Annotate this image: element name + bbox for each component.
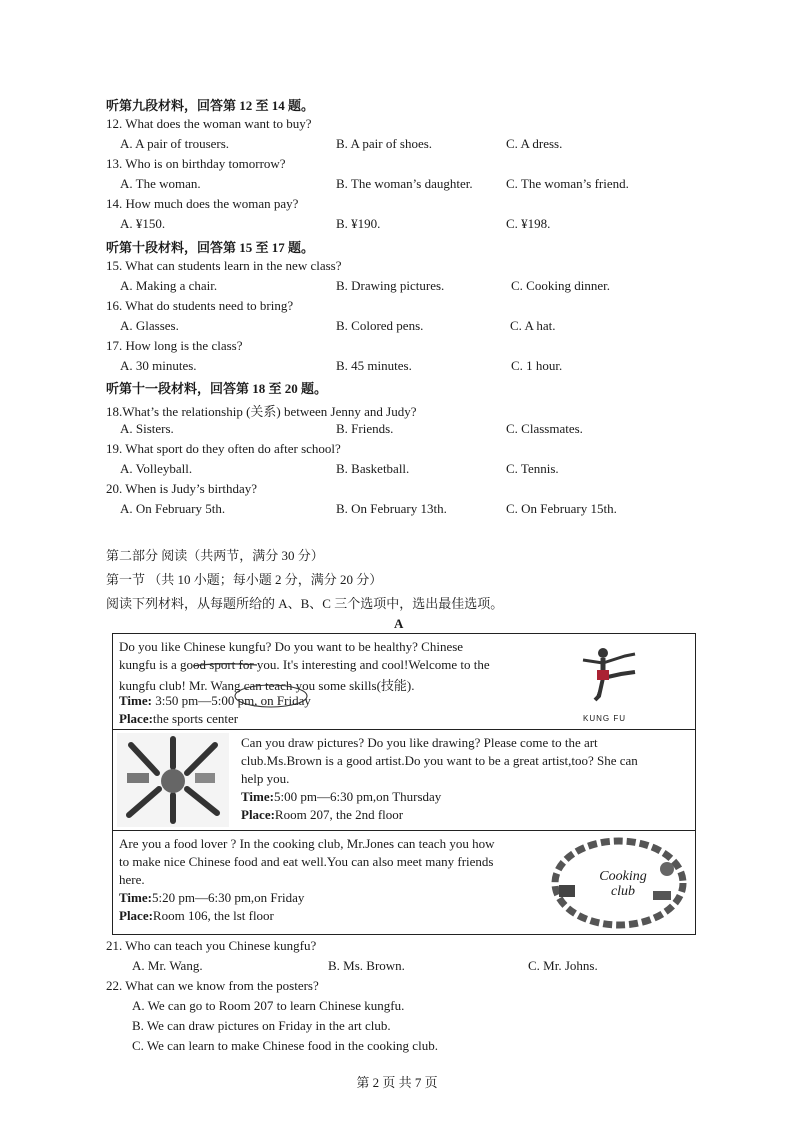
poster-text-line: Can you draw pictures? Do you like drawing? Please come to the art bbox=[241, 735, 598, 750]
poster-text-line: kungfu club! Mr. Wang can teach you some skills(技能). bbox=[119, 678, 415, 693]
option-a: A. Volleyball. bbox=[120, 461, 193, 476]
option-a: A. We can go to Room 207 to learn Chinese kungfu. bbox=[132, 998, 405, 1013]
part-title: 第二部分 阅读（共两节，满分 30 分） bbox=[106, 548, 324, 563]
question-stem: 15. What can students learn in the new class? bbox=[106, 258, 342, 273]
question-stem: 16. What do students need to bring? bbox=[106, 298, 294, 313]
place-value: Room 207, the 2nd floor bbox=[274, 807, 404, 822]
passage-label: A bbox=[394, 616, 404, 631]
question-stem: 17. How long is the class? bbox=[106, 338, 243, 353]
option-c: C. On February 15th. bbox=[506, 501, 617, 516]
reading-instruction: 阅读下列材料，从每题所给的 A、B、C 三个选项中，选出最佳选项。 bbox=[106, 596, 504, 611]
option-b: B. Drawing pictures. bbox=[336, 278, 445, 293]
poster-time bbox=[119, 890, 304, 906]
question-stem: 14. How much does the woman pay? bbox=[106, 196, 299, 211]
option-b: B. A pair of shoes. bbox=[336, 136, 433, 151]
poster-art bbox=[113, 729, 695, 830]
option-a: A. Glasses. bbox=[120, 318, 179, 333]
question-stem: 12. What does the woman want to buy? bbox=[106, 116, 312, 131]
option-c: C. ¥198. bbox=[506, 216, 551, 231]
option-a: A. Mr. Wang. bbox=[132, 958, 203, 973]
option-b: B. Ms. Brown. bbox=[328, 958, 405, 973]
section-heading-9: 听第九段材料，回答第 12 至 14 题。 bbox=[106, 98, 315, 113]
option-b: B. ¥190. bbox=[336, 216, 381, 231]
option-c: C. 1 hour. bbox=[511, 358, 563, 373]
option-c: C. The woman’s friend. bbox=[506, 176, 629, 191]
poster-text-line: Do you like Chinese kungfu? Do you want to be healthy? Chinese bbox=[119, 639, 464, 654]
question-stem: 18.What’s the relationship (关系) between Jenny and Judy? bbox=[106, 404, 417, 419]
poster-place bbox=[241, 807, 403, 823]
kungfu-figure-image bbox=[573, 644, 643, 708]
poster-time bbox=[241, 789, 441, 805]
poster-place bbox=[119, 908, 274, 924]
time-value: 5:20 pm—6:30 pm,on Friday bbox=[151, 890, 305, 905]
poster-kungfu bbox=[113, 634, 695, 729]
poster-text-line: club.Ms.Brown is a good artist.Do you want to be a great artist,too? She can bbox=[241, 753, 638, 768]
option-c: C. Cooking dinner. bbox=[511, 278, 610, 293]
poster-text-line: help you. bbox=[241, 771, 290, 786]
option-b: B. 45 minutes. bbox=[336, 358, 412, 373]
time-value: 3:50 pm—5:00 pm, on Friday bbox=[151, 693, 311, 708]
poster-place bbox=[119, 711, 238, 727]
question-stem: 21. Who can teach you Chinese kungfu? bbox=[106, 938, 317, 953]
option-a: A. ¥150. bbox=[120, 216, 166, 231]
handwriting-annotation bbox=[173, 652, 373, 712]
option-a: A. Making a chair. bbox=[120, 278, 218, 293]
section-heading-10: 听第十段材料，回答第 15 至 17 题。 bbox=[106, 240, 315, 255]
option-c: C. A hat. bbox=[510, 318, 556, 333]
option-a: A. 30 minutes. bbox=[120, 358, 197, 373]
place-label: Place: bbox=[119, 711, 153, 726]
posters-box bbox=[112, 633, 696, 935]
section-heading-11: 听第十一段材料，回答第 18 至 20 题。 bbox=[106, 381, 328, 396]
question-stem: 19. What sport do they often do after school? bbox=[106, 441, 341, 456]
option-c: C. Mr. Johns. bbox=[528, 958, 598, 973]
option-c: C. A dress. bbox=[506, 136, 563, 151]
place-value: the sports center bbox=[152, 711, 239, 726]
kungfu-caption: KUNG FU bbox=[583, 714, 626, 723]
option-c: C. Tennis. bbox=[506, 461, 559, 476]
option-b: B. Colored pens. bbox=[336, 318, 424, 333]
option-b: B. Basketball. bbox=[336, 461, 410, 476]
place-value: Room 106, the lst floor bbox=[152, 908, 274, 923]
cooking-caption: Cooking club bbox=[599, 869, 647, 899]
poster-text-line: to make nice Chinese food and eat well.You can also meet many friends bbox=[119, 854, 494, 869]
option-b: B. Friends. bbox=[336, 421, 394, 436]
option-c: C. We can learn to make Chinese food in the cooking club. bbox=[132, 1038, 438, 1053]
question-stem: 13. Who is on birthday tomorrow? bbox=[106, 156, 286, 171]
poster-cooking bbox=[113, 830, 695, 935]
poster-text-line: kungfu is a good sport for you. It's interesting and cool!Welcome to the bbox=[119, 657, 490, 672]
question-stem: 20. When is Judy’s birthday? bbox=[106, 481, 258, 496]
time-label: Time: bbox=[241, 789, 274, 804]
time-label: Time: bbox=[119, 890, 152, 905]
page-footer: 第 2 页 共 7 页 bbox=[356, 1075, 438, 1090]
option-a: A. Sisters. bbox=[120, 421, 174, 436]
poster-text-line: Are you a food lover ? In the cooking club, Mr.Jones can teach you how bbox=[119, 836, 495, 851]
poster-text-line: here. bbox=[119, 872, 145, 887]
option-a: A. A pair of trousers. bbox=[120, 136, 230, 151]
place-label: Place: bbox=[119, 908, 153, 923]
option-c: C. Classmates. bbox=[506, 421, 583, 436]
section-title: 第一节 （共 10 小题；每小题 2 分，满分 20 分） bbox=[106, 572, 383, 587]
option-b: B. We can draw pictures on Friday in the art club. bbox=[132, 1018, 391, 1033]
option-b: B. The woman’s daughter. bbox=[336, 176, 473, 191]
place-label: Place: bbox=[241, 807, 275, 822]
time-label: Time: bbox=[119, 693, 152, 708]
option-b: B. On February 13th. bbox=[336, 501, 447, 516]
option-a: A. On February 5th. bbox=[120, 501, 226, 516]
question-stem: 22. What can we know from the posters? bbox=[106, 978, 319, 993]
art-supplies-image bbox=[117, 733, 229, 827]
time-value: 5:00 pm—6:30 pm,on Thursday bbox=[273, 789, 442, 804]
option-a: A. The woman. bbox=[120, 176, 201, 191]
